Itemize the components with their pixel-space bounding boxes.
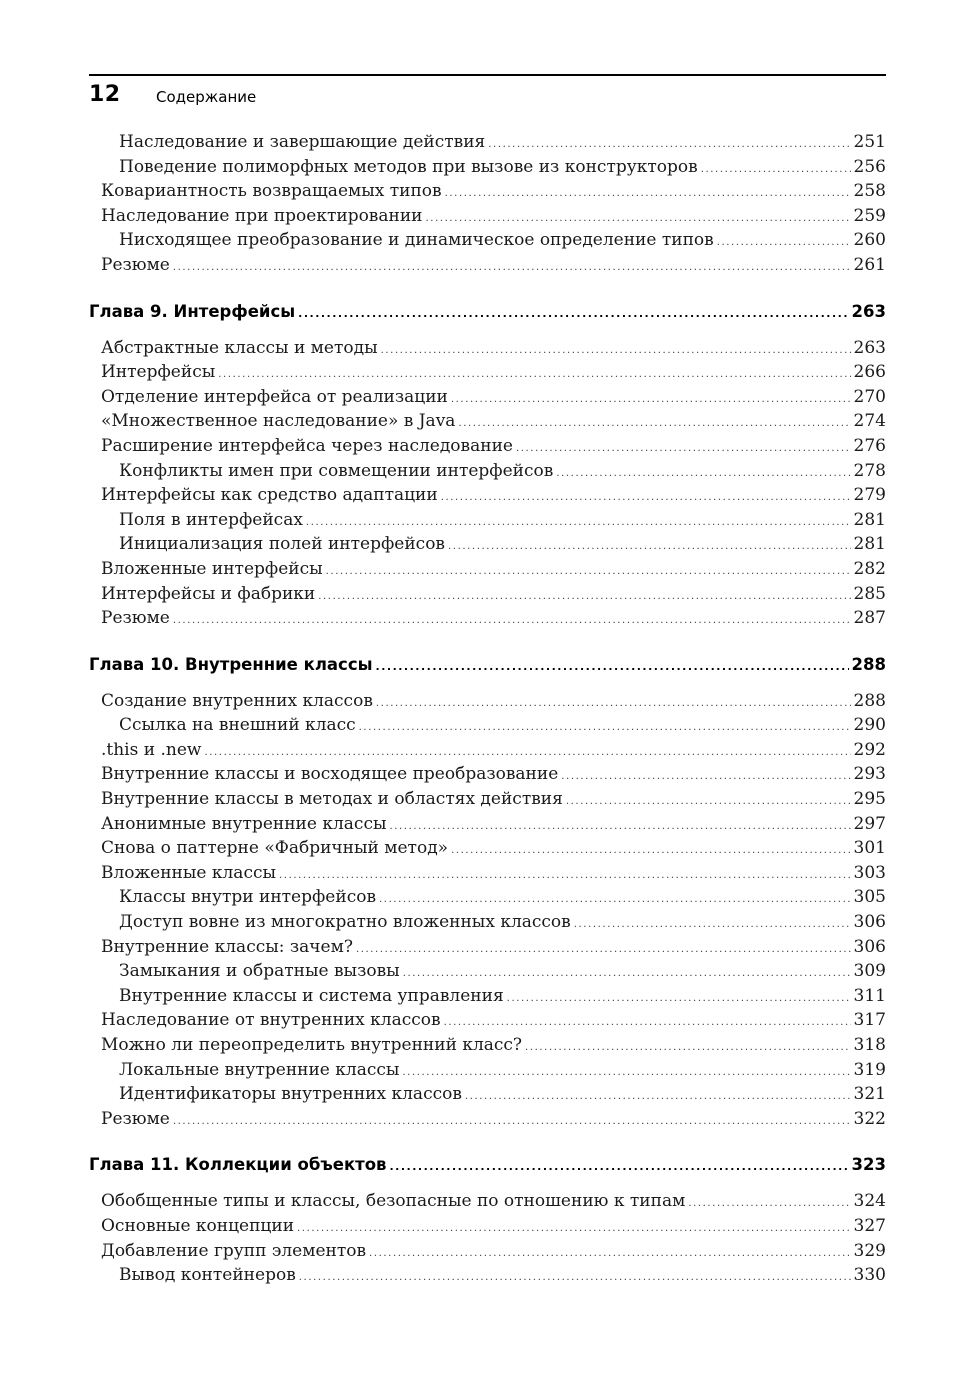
dot-leader <box>359 722 851 733</box>
entry-title: Абстрактные классы и методы <box>101 337 378 358</box>
dot-leader <box>173 615 851 626</box>
dot-leader <box>204 747 850 758</box>
dot-leader <box>376 698 851 709</box>
toc-section-entry <box>89 608 886 633</box>
entry-title: Отделение интерфейса от реализации <box>101 386 448 407</box>
chapter-page-number: 323 <box>851 1155 886 1175</box>
toc-section-entry <box>89 764 886 789</box>
entry-page-number: 303 <box>853 862 886 883</box>
toc-section-entry <box>89 485 886 510</box>
entry-title: Вложенные интерфейсы <box>101 558 323 579</box>
toc-section-entry <box>89 411 886 436</box>
toc-subsection-entry <box>89 1060 886 1085</box>
page-header <box>89 74 886 107</box>
chapter-page-number: 288 <box>851 654 886 674</box>
entry-page-number: 276 <box>853 435 886 456</box>
entry-page-number: 321 <box>853 1084 886 1105</box>
dot-leader <box>376 660 849 673</box>
toc-subsection-entry <box>89 534 886 559</box>
entry-page-number: 281 <box>853 509 886 530</box>
entry-title: Замыкания и обратные вызовы <box>119 961 400 982</box>
entry-page-number: 293 <box>853 764 886 785</box>
dot-leader <box>403 968 851 979</box>
toc-block <box>89 132 886 280</box>
entry-title: Вывод контейнеров <box>119 1265 296 1286</box>
entry-page-number: 251 <box>853 132 886 152</box>
toc-section-entry <box>89 691 886 716</box>
toc-section-entry <box>89 255 886 280</box>
toc-section-entry <box>89 1109 886 1134</box>
toc-chapter-entry <box>89 1155 886 1189</box>
entry-page-number: 290 <box>853 715 886 736</box>
entry-page-number: 311 <box>853 985 886 1006</box>
toc-section-entry <box>89 863 886 888</box>
entry-page-number: 258 <box>853 181 886 202</box>
entry-title: Наследование при проектировании <box>101 205 423 226</box>
entry-page-number: 297 <box>853 813 886 834</box>
dot-leader <box>369 1248 851 1259</box>
entry-page-number: 278 <box>853 460 886 481</box>
dot-leader <box>173 262 851 273</box>
running-head: Содержание <box>156 88 257 106</box>
dot-leader <box>390 821 851 832</box>
toc-block <box>89 691 886 1134</box>
toc-subsection-entry <box>89 715 886 740</box>
toc-section-entry <box>89 362 886 387</box>
dot-leader <box>574 919 851 930</box>
toc-section-entry <box>89 814 886 839</box>
dot-leader <box>516 443 851 454</box>
entry-title: Наследование от внутренних классов <box>101 1010 441 1031</box>
dot-leader <box>218 369 850 380</box>
entry-page-number: 309 <box>853 961 886 982</box>
entry-page-number: 322 <box>853 1108 886 1129</box>
toc-subsection-entry <box>89 912 886 937</box>
dot-leader <box>173 1116 851 1127</box>
entry-title: Создание внутренних классов <box>101 690 373 711</box>
toc-chapter-entry <box>89 302 886 336</box>
entry-title: Ковариантность возвращаемых типов <box>101 181 442 202</box>
entry-title: Обобщенные типы и классы, безопасные по отношению к типам <box>101 1191 686 1212</box>
entry-title: Внутренние классы и восходящее преобразование <box>101 764 559 785</box>
dot-leader <box>556 468 850 479</box>
entry-title: Инициализация полей интерфейсов <box>119 534 446 555</box>
toc-section-entry <box>89 1035 886 1060</box>
chapter-title: Глава 9. Интерфейсы <box>89 301 296 321</box>
toc-section-entry <box>89 584 886 609</box>
dot-leader <box>465 1091 851 1102</box>
dot-leader <box>488 139 850 150</box>
toc-subsection-entry <box>89 961 886 986</box>
entry-page-number: 329 <box>853 1240 886 1261</box>
dot-leader <box>561 771 850 782</box>
toc-subsection-entry <box>89 461 886 486</box>
toc-subsection-entry <box>89 230 886 255</box>
dot-leader <box>458 418 850 429</box>
dot-leader <box>326 566 851 577</box>
entry-title: Интерфейсы как средство адаптации <box>101 485 438 506</box>
entry-page-number: 256 <box>853 156 886 177</box>
entry-page-number: 330 <box>853 1265 886 1286</box>
entry-title: Снова о паттерне «Фабричный метод» <box>101 838 449 859</box>
dot-leader <box>451 845 850 856</box>
dot-leader <box>306 517 851 528</box>
dot-leader <box>445 188 851 199</box>
dot-leader <box>402 1067 850 1078</box>
dot-leader <box>426 213 851 224</box>
toc-section-entry <box>89 740 886 765</box>
entry-title: Резюме <box>101 1108 170 1129</box>
entry-page-number: 292 <box>853 739 886 760</box>
entry-title: Наследование и завершающие действия <box>119 132 486 152</box>
dot-leader <box>451 394 851 405</box>
entry-page-number: 324 <box>853 1191 886 1212</box>
toc-section-entry <box>89 436 886 461</box>
dot-leader <box>381 345 851 356</box>
entry-title: .this и .new <box>101 739 202 760</box>
dot-leader <box>318 591 850 602</box>
entry-title: «Множественное наследование» в Java <box>101 411 456 432</box>
toc-section-entry <box>89 838 886 863</box>
toc-section-entry <box>89 1241 886 1266</box>
entry-title: Ссылка на внешний класс <box>119 715 356 736</box>
entry-page-number: 279 <box>853 485 886 506</box>
toc-chapter-entry <box>89 655 886 689</box>
toc-section-entry <box>89 789 886 814</box>
toc-section-entry <box>89 181 886 206</box>
entry-page-number: 285 <box>853 583 886 604</box>
dot-leader <box>379 894 851 905</box>
toc-section-entry <box>89 559 886 584</box>
entry-title: Поля в интерфейсах <box>119 509 303 530</box>
toc-subsection-entry <box>89 510 886 535</box>
entry-page-number: 305 <box>853 887 886 908</box>
toc-section-entry <box>89 1216 886 1241</box>
toc-section-entry <box>89 1010 886 1035</box>
entry-page-number: 306 <box>853 936 886 957</box>
dot-leader <box>566 796 851 807</box>
dot-leader <box>356 944 851 955</box>
dot-leader <box>297 1223 851 1234</box>
dot-leader <box>507 993 851 1004</box>
toc-subsection-entry <box>89 986 886 1011</box>
entry-title: Можно ли переопределить внутренний класс? <box>101 1035 523 1055</box>
dot-leader <box>390 1160 849 1173</box>
dot-leader <box>279 870 851 881</box>
entry-title: Внутренние классы и система управления <box>119 985 504 1006</box>
entry-page-number: 261 <box>853 254 886 275</box>
entry-title: Расширение интерфейса через наследование <box>101 435 513 456</box>
table-of-contents <box>89 132 886 1290</box>
dot-leader <box>299 1272 851 1283</box>
entry-title: Резюме <box>101 608 170 629</box>
entry-title: Интерфейсы <box>101 362 216 383</box>
chapter-title: Глава 11. Коллекции объектов <box>89 1155 387 1175</box>
dot-leader <box>448 541 851 552</box>
entry-page-number: 266 <box>853 362 886 383</box>
toc-subsection-entry <box>89 1265 886 1290</box>
dot-leader <box>688 1198 850 1209</box>
toc-block <box>89 1191 886 1289</box>
entry-page-number: 301 <box>853 838 886 859</box>
entry-page-number: 319 <box>853 1059 886 1080</box>
entry-title: Локальные внутренние классы <box>119 1059 400 1080</box>
entry-page-number: 295 <box>853 789 886 810</box>
entry-page-number: 327 <box>853 1215 886 1236</box>
dot-leader <box>525 1042 851 1053</box>
toc-subsection-entry <box>89 157 886 182</box>
entry-page-number: 287 <box>853 608 886 629</box>
entry-page-number: 306 <box>853 912 886 933</box>
entry-title: Классы внутри интерфейсов <box>119 887 377 908</box>
chapter-title: Глава 10. Внутренние классы <box>89 654 373 674</box>
entry-title: Нисходящее преобразование и динамическое определение типов <box>119 230 714 251</box>
entry-page-number: 282 <box>853 558 886 579</box>
entry-title: Идентификаторы внутренних классов <box>119 1084 462 1105</box>
dot-leader <box>441 492 851 503</box>
entry-page-number: 260 <box>853 230 886 251</box>
entry-title: Добавление групп элементов <box>101 1240 367 1261</box>
entry-title: Основные концепции <box>101 1215 295 1236</box>
entry-page-number: 263 <box>853 337 886 358</box>
entry-page-number: 259 <box>853 205 886 226</box>
entry-title: Резюме <box>101 254 170 275</box>
entry-page-number: 274 <box>853 411 886 432</box>
entry-title: Внутренние классы: зачем? <box>101 936 353 957</box>
entry-page-number: 317 <box>853 1010 886 1031</box>
entry-title: Доступ вовне из многократно вложенных классов <box>119 912 571 933</box>
dot-leader <box>298 307 848 320</box>
dot-leader <box>444 1017 851 1028</box>
entry-page-number: 281 <box>853 534 886 555</box>
entry-page-number: 318 <box>853 1035 886 1055</box>
entry-title: Интерфейсы и фабрики <box>101 583 316 604</box>
entry-title: Поведение полиморфных методов при вызове из конструкторов <box>119 156 698 177</box>
page-number: 12 <box>89 82 121 107</box>
dot-leader <box>717 237 851 248</box>
dot-leader <box>701 164 851 175</box>
toc-subsection-entry <box>89 887 886 912</box>
toc-section-entry <box>89 206 886 231</box>
entry-title: Анонимные внутренние классы <box>101 813 387 834</box>
toc-subsection-entry <box>89 132 886 157</box>
toc-section-entry <box>89 387 886 412</box>
toc-section-entry <box>89 338 886 363</box>
entry-title: Вложенные классы <box>101 862 277 883</box>
entry-page-number: 270 <box>853 386 886 407</box>
toc-section-entry <box>89 1191 886 1216</box>
entry-title: Конфликты имен при совмещении интерфейсов <box>119 460 554 481</box>
chapter-page-number: 263 <box>851 301 886 321</box>
entry-title: Внутренние классы в методах и областях действия <box>101 789 563 810</box>
toc-subsection-entry <box>89 1084 886 1109</box>
entry-page-number: 288 <box>853 690 886 711</box>
toc-section-entry <box>89 937 886 962</box>
toc-block <box>89 338 886 633</box>
